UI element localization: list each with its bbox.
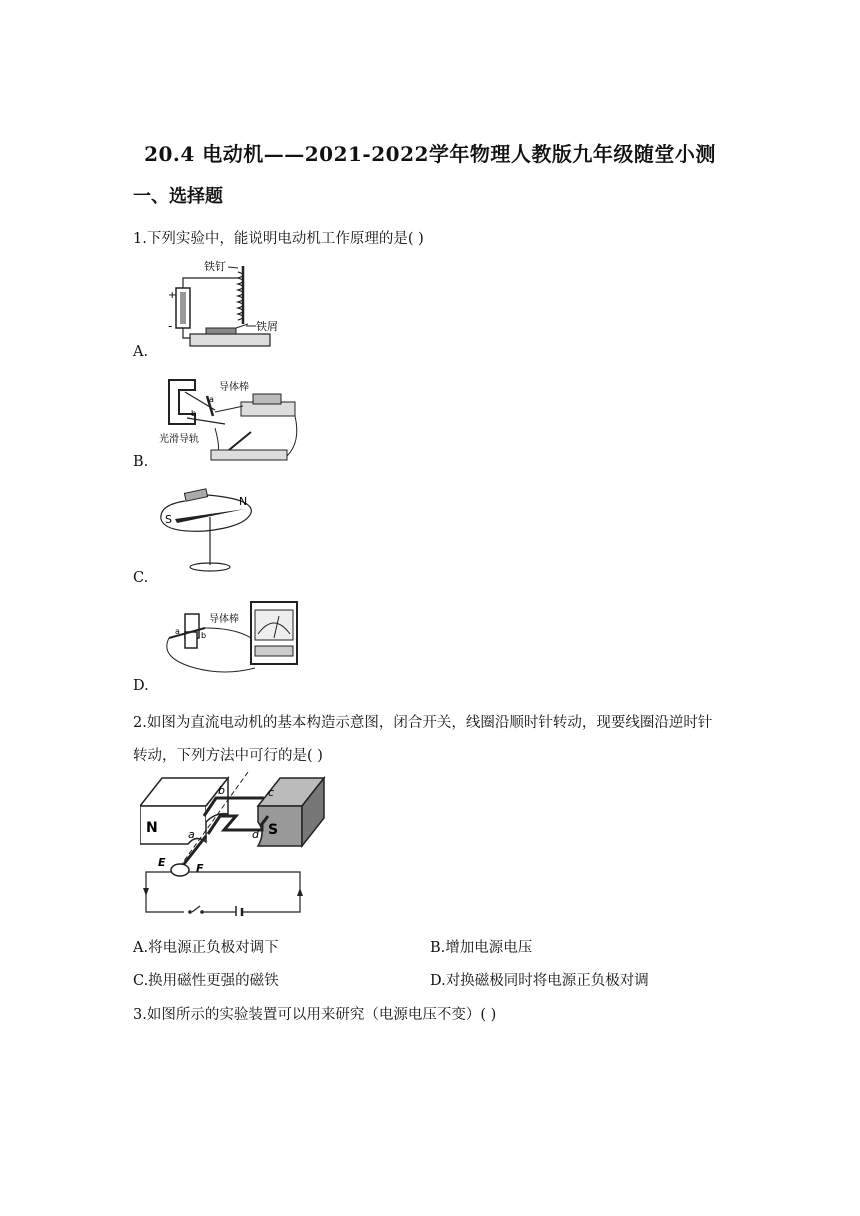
question-2-line2: 转动，下列方法中可行的是( ) [133,748,323,764]
fig2-d: d [252,828,259,841]
fig1d-b: b [201,631,207,640]
question-1-text: 1.下列实验中，能说明电动机工作原理的是( ) [133,231,424,247]
fig2-s-pole: S [268,822,279,838]
option-1c-label: C. [133,570,149,586]
fig2-f: F [196,862,204,875]
fig1a-label-filings: 铁屑 [256,320,278,333]
option-1a-label: A. [133,344,149,360]
question-2-line1: 2.如图为直流电动机的基本构造示意图，闭合开关，线圈沿顺时针转动，现要线圈沿逆时针 [133,715,713,731]
figure-1a-electromagnet [160,258,320,354]
fig2-e: E [158,856,166,869]
fig2-n-pole: N [146,820,158,836]
fig1d-a: a [175,627,180,636]
figure-1c-compass [155,483,265,575]
section-heading: 一、选择题 [133,186,223,207]
fig1c-s: S [165,513,172,526]
fig2-c: c [268,786,275,799]
fig1b-b: b [191,409,197,418]
fig1b-label-rod: 导体棒 [219,382,249,393]
fig1a-minus: - [168,319,173,333]
question-2-choice-c[interactable]: C.换用磁性更强的磁铁 [133,973,279,989]
figure-1d-galvanometer [155,598,305,682]
fig1a-plus: + [168,290,177,301]
figure-1b-rails [155,372,305,466]
fig2-b: b [218,784,225,797]
question-2-choice-a[interactable]: A.将电源正负极对调下 [133,940,279,956]
fig1b-label-rails: 光滑导轨 [159,434,199,445]
fig1d-label-rod: 导体棒 [209,614,239,625]
fig1b-a: a [209,395,214,404]
fig1a-label-nail: 铁钉 [204,260,226,273]
fig1c-n: N [239,495,248,508]
figure-2-dc-motor [140,772,330,916]
fig2-a: a [188,828,195,841]
question-3-text: 3.如图所示的实验装置可以用来研究（电源电压不变）( ) [133,1007,497,1023]
page-title: 20.4 电动机——2021-2022学年物理人教版九年级随堂小测 [144,142,716,166]
option-1b-label: B. [133,454,149,470]
question-2-choice-d[interactable]: D.对换磁极同时将电源正负极对调 [430,973,649,989]
option-1d-label: D. [133,678,149,694]
question-2-choice-b[interactable]: B.增加电源电压 [430,940,533,956]
